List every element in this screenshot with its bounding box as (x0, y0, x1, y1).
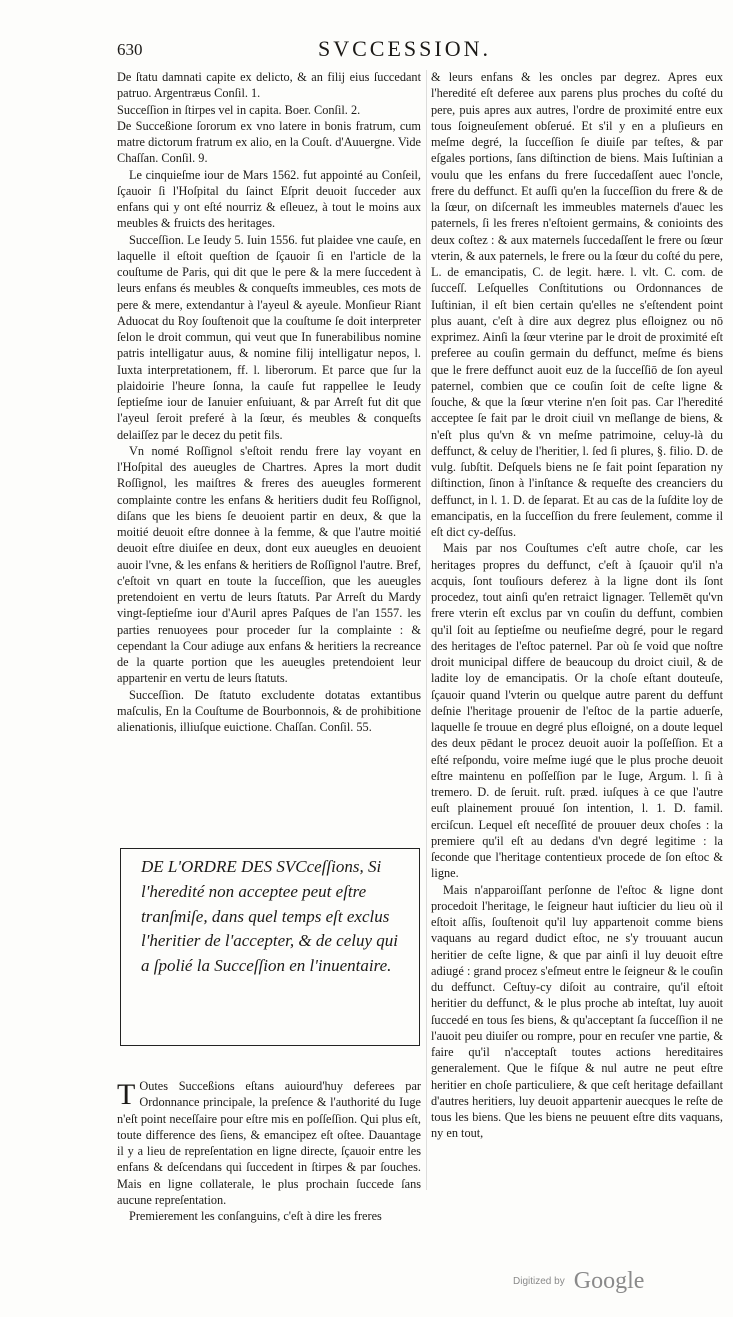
left-paragraph: Succeſſion in ſtirpes vel in capita. Boer. Conſil. 2. (117, 102, 361, 117)
drop-cap: T (117, 1078, 136, 1111)
page-number: 630 (117, 40, 143, 59)
left-paragraph-text: Outes Succeßions eſtans auiourd'huy deferees par Ordonnance principale, la preſence & l'authorité du Iuge n'eſt point neceſſaire pour eſtre mis en poſſeſſion. Qui plus eſt, toute difference des ſiens, & emancipez eſt oſtee. Dauantage il y a lieu de repreſentation en ligne directe, ſçauoir entre les enfans & deſcendans qui ſuccedent in ſtirpes & par ſouches. Mais en ligne collaterale, le plus prochain ſuccede ſans aucune repreſentation. (117, 1079, 421, 1207)
digitized-footer (513, 1268, 644, 1295)
left-paragraph: De Succeßione ſororum ex vno latere in bonis fratrum, cum matre dictorum fratrum ex alio, en la Couſt. d'Auuergne. Vide Chaſſan. Conſil. 9. (117, 118, 421, 166)
left-paragraph: Le cinquieſme iour de Mars 1562. fut appointé au Conſeil, ſçauoir ſi l'Hoſpital du ſainct Eſprit deuoit ſucceder aux enfans qui y ont eſté nourriz & eſleuez, à tout le moins aux meubles & fruicts des heritages. (117, 167, 421, 231)
left-column-lower (117, 1078, 421, 1224)
left-paragraph (117, 1078, 421, 1208)
section-heading-box (120, 848, 420, 1046)
digitized-by-label: Digitized by (513, 1276, 565, 1287)
section-heading: DE L'ORDRE DES SVCceſſions, Si l'heredité non acceptee peut eſtre tranſmiſe, dans quel temps eſt exclus l'heritier de l'accepter, & de celuy qui a ſpolié la Succeſſion en l'inuentaire. (141, 857, 398, 976)
left-column (117, 69, 421, 735)
right-column (431, 69, 723, 1142)
column-divider (426, 70, 427, 1190)
left-paragraph: Vn nomé Roſſignol s'eſtoit rendu frere lay voyant en l'Hoſpital des aueugles de Chartres. Apres la mort dudit Roſſignol, les maiſtres & freres des aueugles formerent complainte contre les enfans & heritiers dudit feu Roſſignol, diſans que les biens ſe deuoient partir en deux, & que la moitié deuoit eſtre donnee à la femme, & que l'autre moitié deuoit eſtre diuiſee en deux, dont eux aueugles en deuoient auoir l'vne, & les enfans & heritiers de Roſſignol l'autre. Bref, c'eſtoit vn quart en toute la ſucceſſion, que les aueugles pretendoient en vertu de leurs ſtatuts. Par Arreſt du Mardy vingt-ſeptieſme iour d'Auril apres Paſques de l'an 1557. les parties renuoyees pour proceder ſur la complainte : & cependant la Cour adiuge aux enfans & heritiers la recreance de la quarte portion que les aueugles pretendoient leur appartenir en vertu de leurs ſtatuts. (117, 443, 421, 686)
left-paragraph: Succeſſion. De ſtatuto excludente dotatas extantibus maſculis, En la Couſtume de Bourbonnois, & de prohibitione alienationis, illiuſque euictione. Chaſſan. Conſil. 55. (117, 687, 421, 734)
left-paragraph: Premierement les conſanguins, c'eſt à dire les freres (129, 1209, 382, 1223)
google-logo: Google (573, 1268, 645, 1294)
right-paragraph: Mais n'apparoiſſant perſonne de l'eſtoc & ligne dont procedoit l'heritage, le ſeigneur haut iuſticier du lieu où il eſtoit aſſis, ſouſtenoit qu'il luy appartenoit comme biens vaquans au regard dudict eſtoc, ne s'y trouuant aucun heritier de ceſte ligne, & que par ainſi il luy deuoit eſtre adiugé : grand procez s'eſmeut entre le ſeigneur & le couſin du deffunct. Ceſtuy-cy diſoit au contraire, qu'il eſtoit heritier du deffunct, & le plus proche ab inteſtat, luy auoit ſuccedé en tous ſes biens, & qu'acceptant ſa ſucceſſion il ne l'auoit peu diuiſer ou rompre, pour en recuſer vne partie, & faire qu'il n'acceptaſt toutes actions hereditaires generalement. Que le fiſque & nul autre ne peut eſtre heritier en choſe particuliere, & que ceſt heritage defaillant d'autres heritiers, luy deuoit appartenir auecques le reſte de tous les biens. Que les biens ne peuuent eſtre dits vaquans, ny en tout, (431, 882, 723, 1141)
right-paragraph: & leurs enfans & les oncles par degrez. Apres eux l'heredité eſt deferee aux parens plus proches du coſté du pere, puis apres aux autres, l'ordre de proximité entre eux tous ſoigneuſement obſerué. Et s'il y en a pluſieurs en meſme degré, la ſucceſſion ſe diuiſe par teſtes, & par eſgales portions, ſans diſtinction de biens. Mais Iuſtinian a voulu que les enfans du frere ſuccedaſſent auec l'oncle, frere du deffunct. Et auſſi qu'en la ſucceſſion du frere & de la ſœur, on diſcernaſt les immeubles maternels d'auec les paternels, ſi les freres n'eſtoient germains, & conioints des deux coſtez : & aux maternels ſuccedaſſent le frere ou ſœur vterin, & aux paternels, le frere ou la ſœur du coſté du pere, L. de emancipatis, C. de legit. hære. l. vlt. C. com. de ſucceſſ. Leſquelles Conſtitutions ou Ordonnances de Iuſtinian, il eſt bien certain qu'elles ne s'eſtendent point plus auant, c'eſt à dire aux degrez plus eſloignez ou nō exprimez. Ainſi la ſœur vterine par le droit de proximité eſt preferee au couſin germain du deffunct, meſme és biens que le frere deffunct auoit euz de la ſucceſſiō de ſon ayeul paternel, combien que ce couſin ſoit de ceſte ligne & ſouche, & que la ſœur vterine n'en ſoit pas. Car l'heredité acceptee ſe fait par le droit ciuil vn meſlange de biens, & n'eſt plus qu'vn & vn meſme patrimoine, celuy-là du deffunct, & celuy de l'heritier, l. ſed ſi plures, §. filio. D. de vulg. ſubſtit. Deſquels biens ne ſe fait point ſeparation ny diſtinction, ſinon à l'inſtance & requeſte des creanciers du deffunct, in l. 1. D. de ſeparat. Et au cas de la ſuſdite loy de emancipatis, en la ſucceſſion du frere ſeulement, comme il eſt dict cy-deſſus. (431, 70, 723, 539)
left-paragraph: De ſtatu damnati capite ex delicto, & an filij eius ſuccedant patruo. Argentræus Conſil. 1. (117, 70, 421, 101)
right-paragraph: Mais par nos Couſtumes c'eſt autre choſe, car les heritages propres du deffunct, c'eſt à ſçauoir qu'il n'a acquis, ſont touſiours deferez à la ligne dont ils ſont procedez, tout ainſi qu'en retraict lignager. Tellemēt qu'vn frere vterin eſt exclus par vn couſin du deffunt, combien qu'il ſoit au ſeptieſme ou neufieſme degré, pour le regard des heritages de l'eſtoc paternel. Par où ſe void que noſtre droit municipal differe de beaucoup du droict ciuil, & de ladite loy de emancipatis. Or la choſe eſtant douteuſe, ſçauoir quand l'vterin ou quelque autre parent du deffunt deſnie l'heritage prouenir de l'eſtoc de la partie aduerſe, laquelle ſe trouue en degré plus eſloigné, on a doute lequel des deux pēdant le procez deuoit auoir la poſſeſſion. Et a eſté reſpondu, voire meſme iugé que le plus proche deuoit eſtre maintenu en poſſeſſion par le Iuge, Argum. l. ſi à tremero. D. de ſeruit. ruſt. præd. iuſques à ce que l'autre euſt plainement prouué ſon intention, l. 1. D. famil. erciſcun. Lequel eſt neceſſité de prouuer deux choſes : la premiere qu'il eſt au dedans d'vn degré legitime : la ſeconde que l'heritage contentieux procede de ſon eſtoc & ligne. (431, 541, 723, 881)
left-paragraph: Succeſſion. Le Ieudy 5. Iuin 1556. fut plaidee vne cauſe, en laquelle il eſtoit queſtion de ſçauoir ſi en l'article de la couſtume de Paris, qui dit que le pere & la mere ſuccedent à leurs enfans és meubles & conqueſts immeubles, ces mots de pere & mere, extendantur à l'ayeul & ayeule. Monſieur Riant Aduocat du Roy ſouſtenoit que la couſtume ſe doit interpreter ſelon le droit commun, qui veut que In funerabilibus nomine patris intelligatur auus, & nomine filij intelligatur nepos, l. Iuxta interpretationem, ff. l. liberorum. Et parce que ſur la plaidoirie l'heure ſonna, la cauſe fut rappellee le Ieudy ſeptieſme iour de Ianuier enſuiuant, & par Arreſt fut dit que l'ayeul ſeroit preferé à la ſœur, és meubles & conqueſts delaiſſez par le decez du petit fils. (117, 232, 421, 442)
running-head: SVCCESSION. (318, 36, 491, 61)
